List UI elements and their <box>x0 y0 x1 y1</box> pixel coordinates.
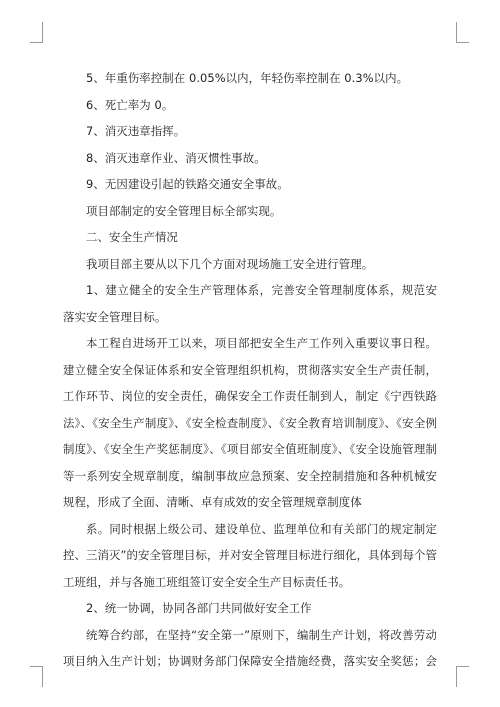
crop-mark-top-right <box>456 22 469 43</box>
text-line: 建立健全安全保证体系和安全管理组织机构，贯彻落实安全生产责任制， <box>63 362 437 377</box>
text-line: 落实安全管理目标。 <box>63 309 167 324</box>
text-line: 9、无因建设引起的铁路交通安全事故。 <box>86 177 289 191</box>
text-line: 5、年重伤率控制在 0.05%以内，年轻伤率控制在 0.3%以内。 <box>86 71 409 85</box>
document-body <box>63 65 437 675</box>
text-line: 等一系列安全规章制度，编制事故应急预案、安全控制措施和各种机械安 <box>63 468 437 483</box>
crop-mark-bottom-right <box>456 666 469 687</box>
text-line: 项目部制定的安全管理目标全部实现。 <box>86 203 282 218</box>
text-line: 8、消灭违章作业、消灭惯性事故。 <box>86 150 266 165</box>
text-line: 规程，形成了全面、清晰、卓有成效的安全管理规章制度体 <box>63 495 362 509</box>
text-line: 统筹合约部，在坚持“安全第一”原则下，编制生产计划，将改善劳动 <box>86 627 437 642</box>
crop-mark-bottom-left <box>30 666 43 687</box>
text-line: 1、建立健全的安全生产管理体系，完善安全管理制度体系，规范安 <box>86 283 437 297</box>
crop-mark-top-left <box>30 22 43 43</box>
section-heading: 二、安全生产情况 <box>86 230 178 244</box>
text-line: 项目纳入生产计划；协调财务部门保障安全措施经费，落实安全奖惩；会 <box>63 654 437 668</box>
text-line: 我项目部主要从以下几个方面对现场施工安全进行管理。 <box>86 256 374 271</box>
text-line: 本工程自进场开工以来，项目部把安全生产工作列入重要议事日程。 <box>86 336 437 350</box>
text-line: 控、三消灭”的安全管理目标，并对安全管理目标进行细化，具体到每个管 <box>63 548 437 562</box>
text-line: 6、死亡率为 0。 <box>86 97 174 112</box>
text-line: 工作环节、岗位的安全责任，确保安全工作责任制到人，制定《宁西铁路 <box>63 389 437 403</box>
text-line: 法》、《安全生产制度》、《安全检查制度》、《安全教育培训制度》、《安全例 <box>63 415 437 430</box>
text-line: 系。同时根据上级公司、建设单位、监理单位和有关部门的规定制定 <box>86 521 437 536</box>
text-line: 7、消灭违章指挥。 <box>86 124 186 138</box>
text-line: 2、统一协调，协同各部门共同做好安全工作 <box>86 601 312 615</box>
text-line: 工班组，并与各施工班组签订安全安全生产目标责任书。 <box>63 574 351 589</box>
text-line: 制度》、《安全生产奖惩制度》、《项目部安全值班制度》、《安全设施管理制 <box>63 442 437 456</box>
